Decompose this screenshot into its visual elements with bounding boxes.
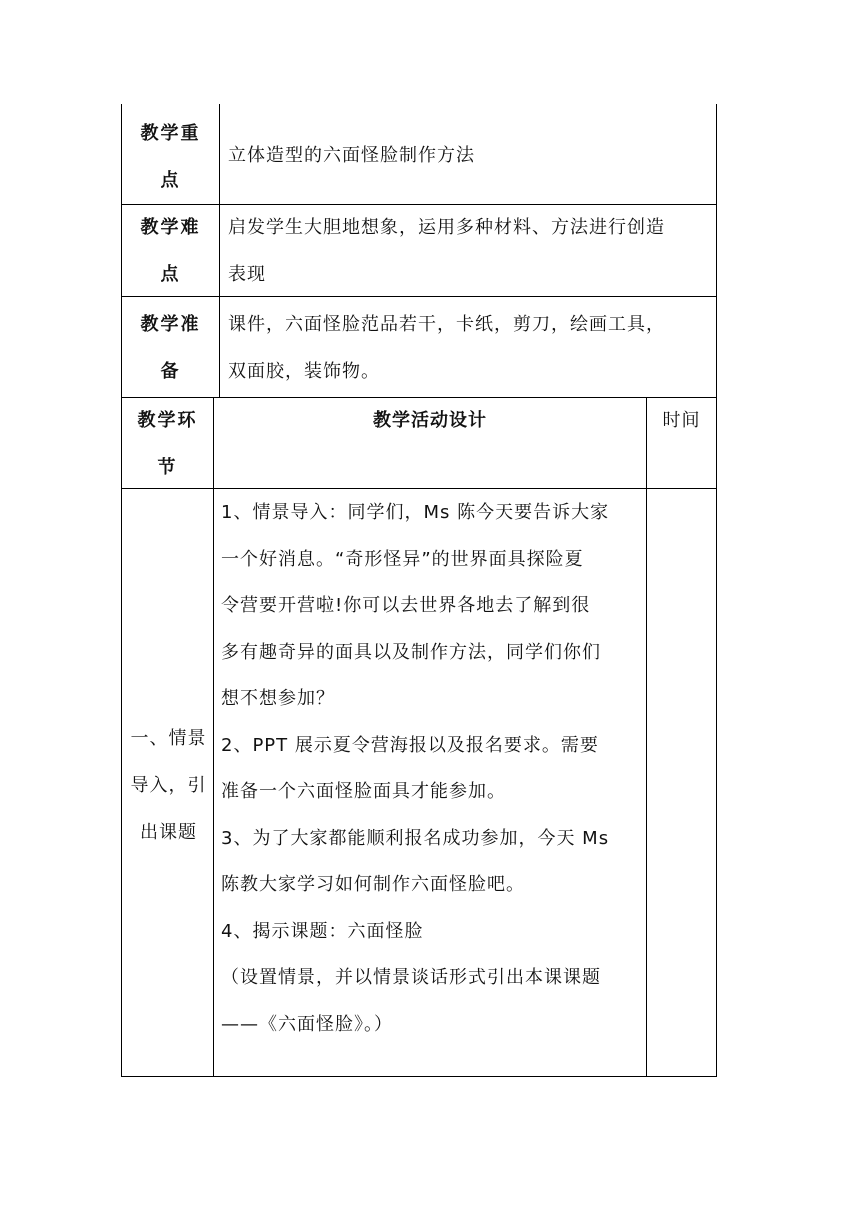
activity-line: （设置情景，并以情景谈话形式引出本课课题	[221, 967, 601, 988]
table-border	[121, 1076, 717, 1077]
content-line: 课件，六面怪脸范品若干，卡纸，剪刀，绘画工具，	[228, 314, 665, 335]
header-stage	[122, 397, 213, 491]
stage-line: 导入，引	[130, 775, 207, 796]
label-line: 点	[160, 170, 181, 191]
preparation-label	[122, 301, 219, 395]
activity-line: 3、为了大家都能顺利报名成功参加，今天 Ms	[221, 827, 610, 849]
activity-line: 准备一个六面怪脸面具才能参加。	[221, 781, 506, 802]
table-border	[219, 104, 220, 398]
activity-line: 2、PPT 展示夏令营海报以及报名要求。需要	[221, 734, 599, 756]
activity-line: 多有趣奇异的面具以及制作方法，同学们你们	[221, 641, 601, 663]
stage-label	[124, 715, 213, 856]
preparation-content	[228, 301, 714, 395]
difficulty-label	[122, 204, 219, 298]
key-point-label	[122, 110, 219, 204]
stage-line: 出课题	[140, 822, 197, 843]
activity-line: 4、揭示课题：六面怪脸	[221, 920, 424, 942]
label-line: 点	[160, 264, 181, 285]
activity-content	[221, 490, 645, 1048]
label-line: 备	[160, 361, 181, 382]
content-line: 表现	[228, 264, 266, 285]
content-line: 启发学生大胆地想象，运用多种材料、方法进行创造	[228, 217, 665, 238]
activity-line: 1、情景导入：同学们，Ms 陈今天要告诉大家	[221, 502, 610, 523]
time-cell	[647, 489, 716, 1076]
header-line: 节	[157, 457, 178, 478]
activity-line: ——《六面怪脸》。）	[221, 1013, 393, 1035]
label-line: 教学难	[140, 217, 201, 238]
header-text: 时间	[662, 410, 701, 431]
table-border	[121, 397, 122, 1077]
label-line: 教学重	[140, 123, 201, 144]
stage-line: 一、情景	[130, 728, 207, 749]
header-line: 教学环	[137, 410, 198, 431]
activity-line: 令营要开营啦!你可以去世界各地去了解到很	[221, 595, 591, 616]
table-border	[213, 397, 214, 1077]
difficulty-content	[228, 204, 714, 298]
activity-line: 陈教大家学习如何制作六面怪脸吧。	[221, 874, 525, 895]
header-time	[647, 397, 716, 444]
activity-line: 一个好消息。“奇形怪异”的世界面具探险夏	[221, 548, 584, 570]
label-line: 教学准	[140, 314, 201, 335]
key-point-content	[228, 132, 714, 179]
content-line: 立体造型的六面怪脸制作方法	[228, 145, 475, 166]
header-activity	[214, 397, 646, 444]
table-border	[716, 104, 717, 1076]
activity-line: 想不想参加？	[221, 688, 335, 709]
content-line: 双面胶，装饰物。	[228, 361, 380, 382]
header-text: 教学活动设计	[373, 410, 487, 431]
